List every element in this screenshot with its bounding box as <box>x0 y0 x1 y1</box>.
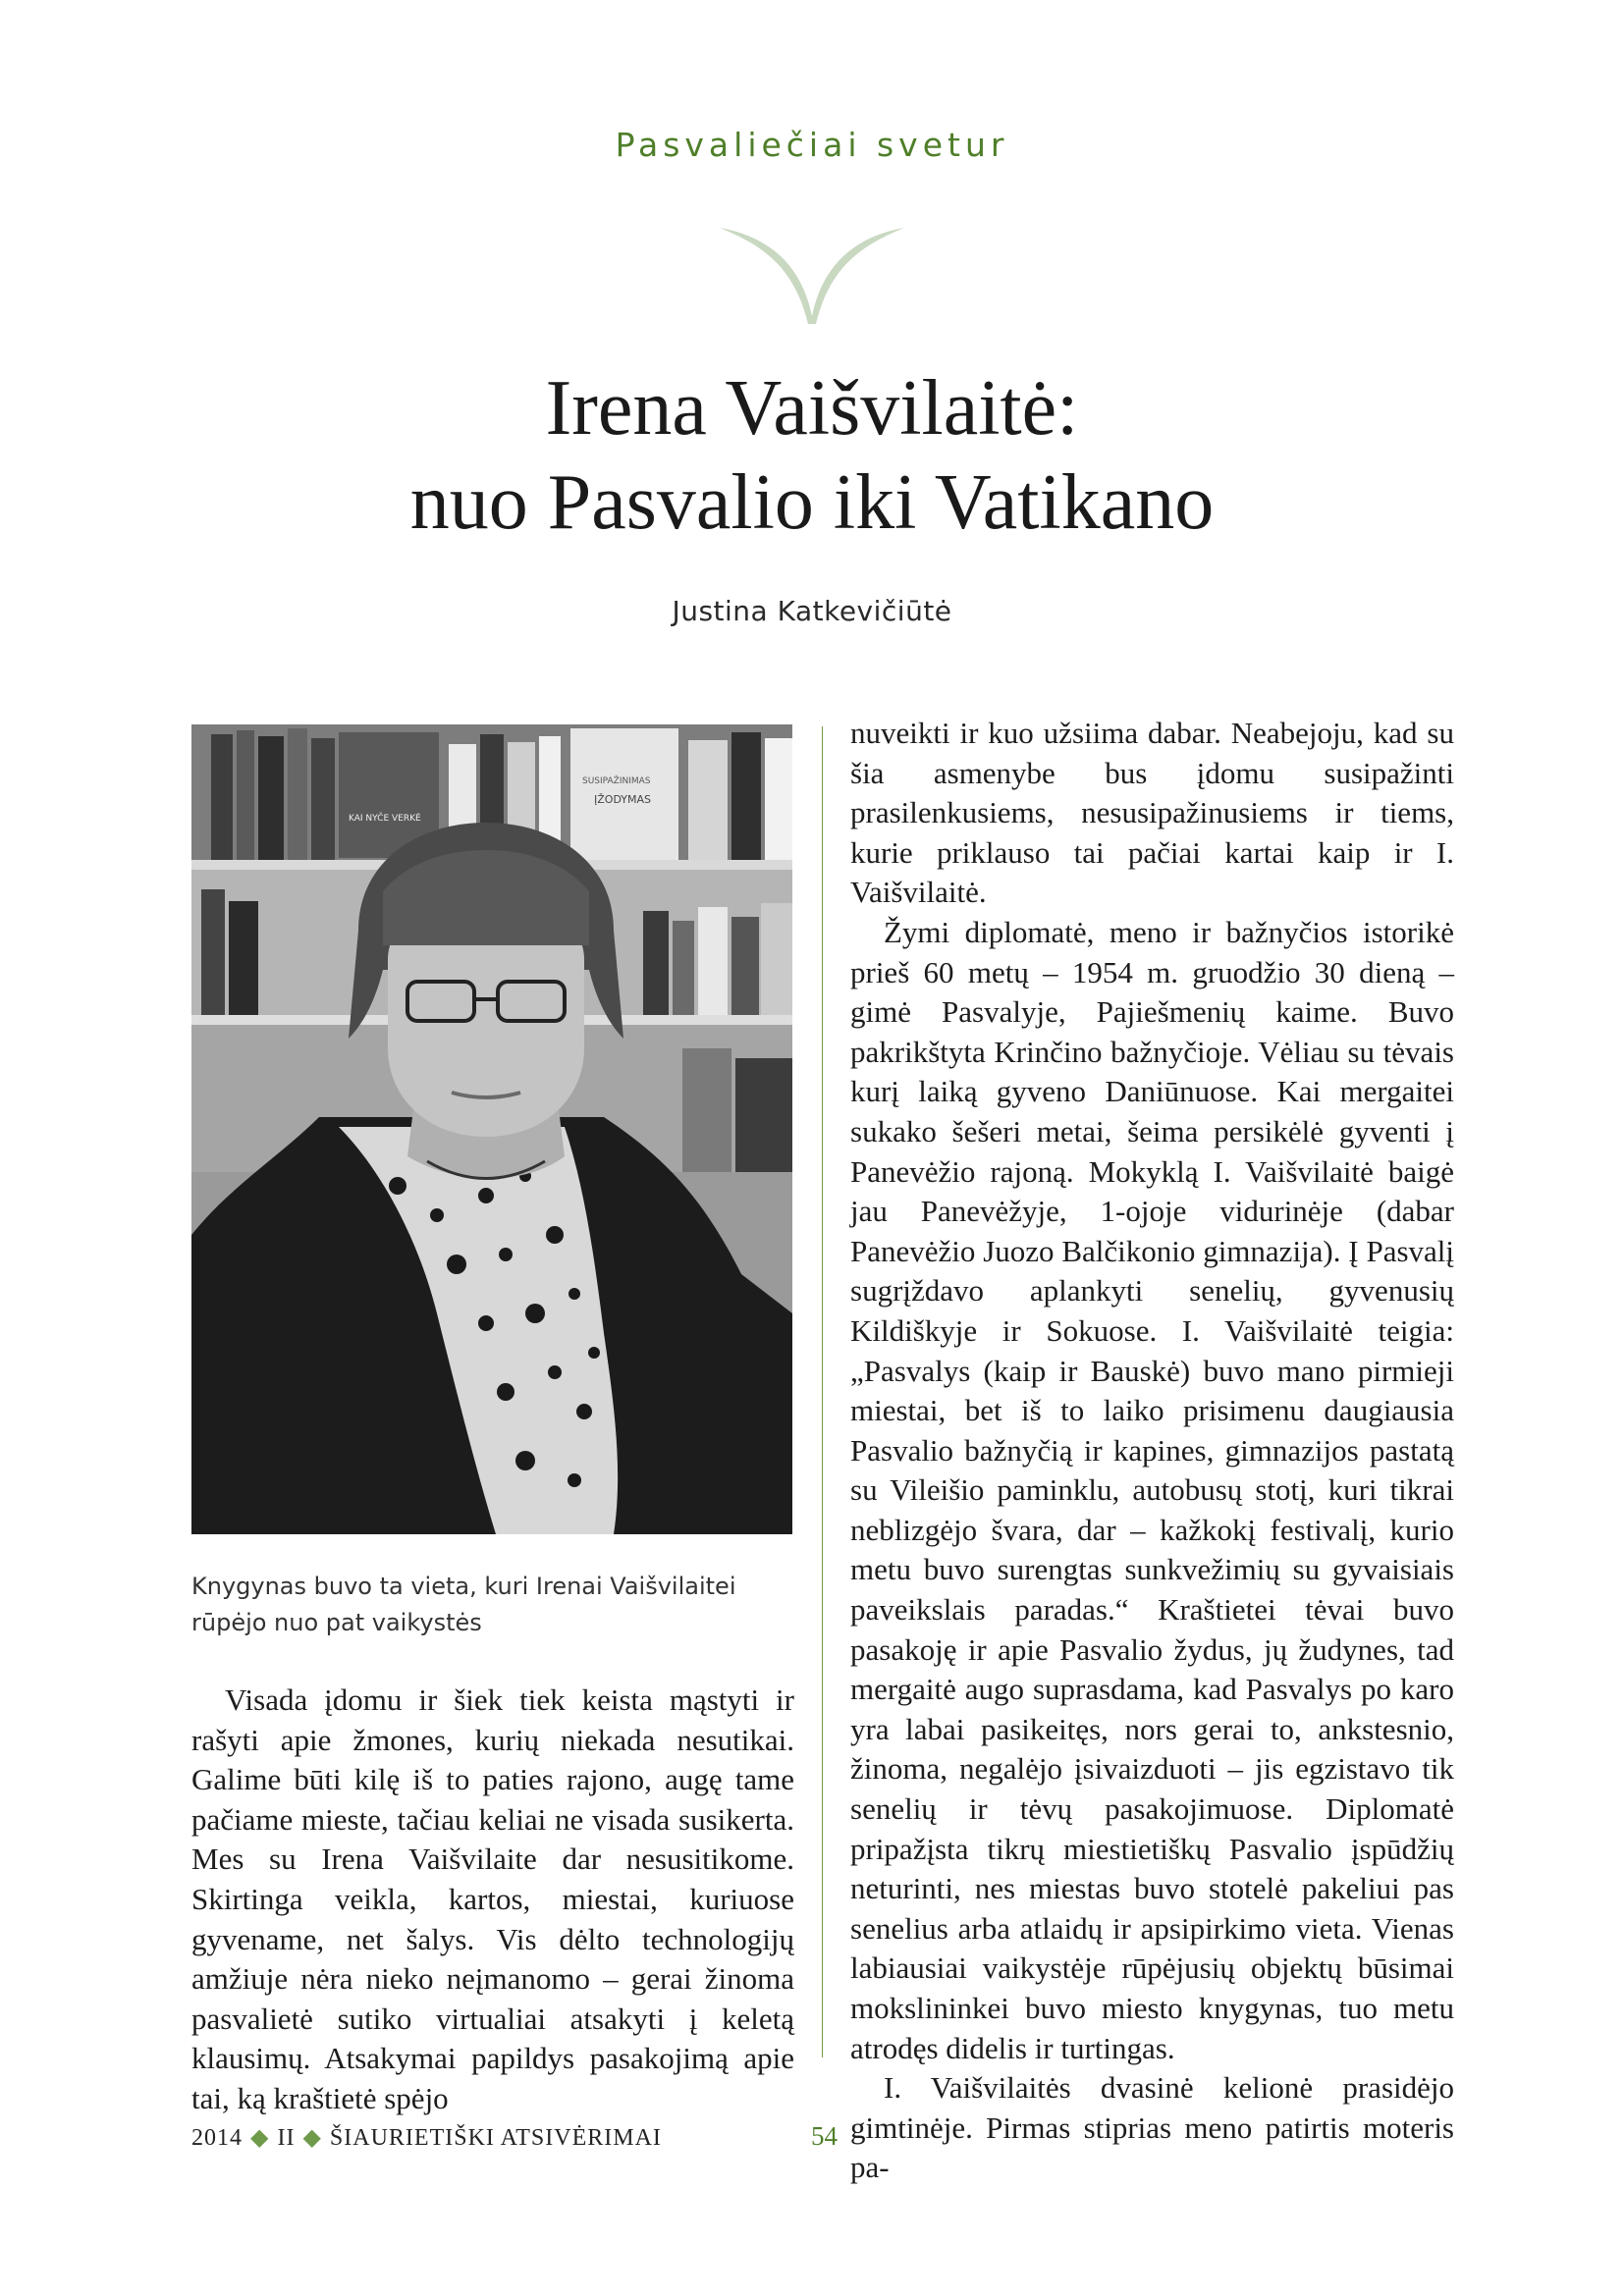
paragraph: Visada įdomu ir šiek tiek keista mąstyti ir rašyti apie žmones, kurių niekada nesutikai. Galime būti kilę iš to paties rajono, augę tame pačiame mieste, tačiau keliai ne visada susikerta. Mes su Irena Vaišvilaite dar nesusitikome. Skirtinga veikla, kartos, miestai, kuriuose gyvename, net šalys. Vis dėlto technologijų amžiuje nėra nieko neįmanomo – gerai žinoma pasvalietė sutiko virtualiai atsakyti į keletą klausimų. Atsakymai papildys pasakojimą apie tai, ką kraštietė spėjo <box>191 1682 794 2115</box>
footer-year: 2014 <box>191 2125 243 2151</box>
title-line-2: nuo Pasvalio iki Vatikano <box>409 459 1215 546</box>
paragraph: Žymi diplomatė, meno ir bažnyčios istorikė prieš 60 metų – 1954 m. gruodžio 30 dieną – gimė Pasvalyje, Pajiešmenių kaime. Buvo pakrikštyta Krinčino bažnyčioje. Vėliau su tėvais kurį laiką gyveno Daniūnuose. Kai mergaitei sukako šešeri metai, šeima persikėlė gyventi į Panevėžio rajoną. Mokyklą I. Vaišvilaitė baigė jau Panevėžyje, 1-ojoje vidurinėje (dabar Panevėžio Juozo Balčikonio gimnazija). Į Pasvalį sugrįždavo aplankyti senelių, gyvenusių Kildiškyje ir Sokuose. I. Vaišvilaitė teigia: „Pasvalys (kaip ir Bauskė) buvo mano pirmieji miestai, bet iš to laiko prisimenu daugiausia Pasvalio bažnyčią ir kapines, gimnazijos pastatą su Vileišio paminklu, autobusų stotį, kuri tikrai neblizgėjo švara, dar – kažkokį festivalį, kurio metu buvo surengtas sunkvežimių su gyvaisiais paveikslais paradas.“ Kraštietei tėvai buvo pasakoję ir apie Pasvalio žydus, jų žudynes, tad mergaitė augo suprasdama, kad Pasvalys po karo yra labai pasikeitęs, nors gerai to, ankstesnio, žinoma, negalėjo įsivaizduoti – jis egzistavo tik senelių ir tėvų pasakojimuose. Diplomatė pripažįsta tikrų miestietiškų Pasvalio įspūdžių neturinti, nes miestas buvo stotelė pakeliui pas senelius arba atlaidų ir apsipirkimo vieta. Vienas labiausiai vaikystėje rūpėjusių objektų būsimai mokslininkei buvo miesto knygynas, tuo metu atrodęs didelis ir turtingas. <box>850 914 1454 2065</box>
section-label: Pasvaliečiai svetur <box>615 126 1009 164</box>
diamond-separator-icon: ◆ <box>302 2125 322 2151</box>
article-title <box>0 361 1624 550</box>
title-line-1: Irena Vaišvilaitė: <box>545 365 1079 452</box>
book-title: SUSIPAŽINIMAS <box>582 776 651 786</box>
footer <box>191 2123 662 2152</box>
footer-journal: ŠIAURIETIŠKI ATSIVĖRIMAI <box>329 2125 662 2151</box>
left-column <box>191 1681 794 2119</box>
paragraph: nuveikti ir kuo užsiima dabar. Neabejoju, kad su šia asmenybe bus įdomu susipažinti prasilenkusiems, nesusipažinusiems ir tiems, kurie priklauso tai pačiai kartai kaip ir I. Vaišvilaitė. <box>850 716 1454 910</box>
paragraph: I. Vaišvilaitės dvasinė kelionė prasidėjo gimtinėje. Pirmas stiprias meno patirtis moteris pa- <box>850 2070 1454 2185</box>
portrait-photo <box>191 724 792 1534</box>
photo-caption: Knygynas buvo ta vieta, kuri Irenai Vaišvilaitei rūpėjo nuo pat vaikystės <box>191 1573 736 1636</box>
author-name: Justina Katkevičiūtė <box>672 595 952 627</box>
column-divider <box>822 726 823 2057</box>
footer-issue: II <box>277 2125 296 2151</box>
book-title: KAI NYČE VERKĖ <box>349 814 421 824</box>
portrait-illustration <box>191 724 792 1534</box>
book-title: ĮŽODYMAS <box>594 793 652 806</box>
right-column <box>850 714 1454 2188</box>
page-number: 54 <box>811 2121 838 2151</box>
diamond-separator-icon: ◆ <box>250 2125 270 2151</box>
leaf-ornament-icon <box>714 218 910 326</box>
